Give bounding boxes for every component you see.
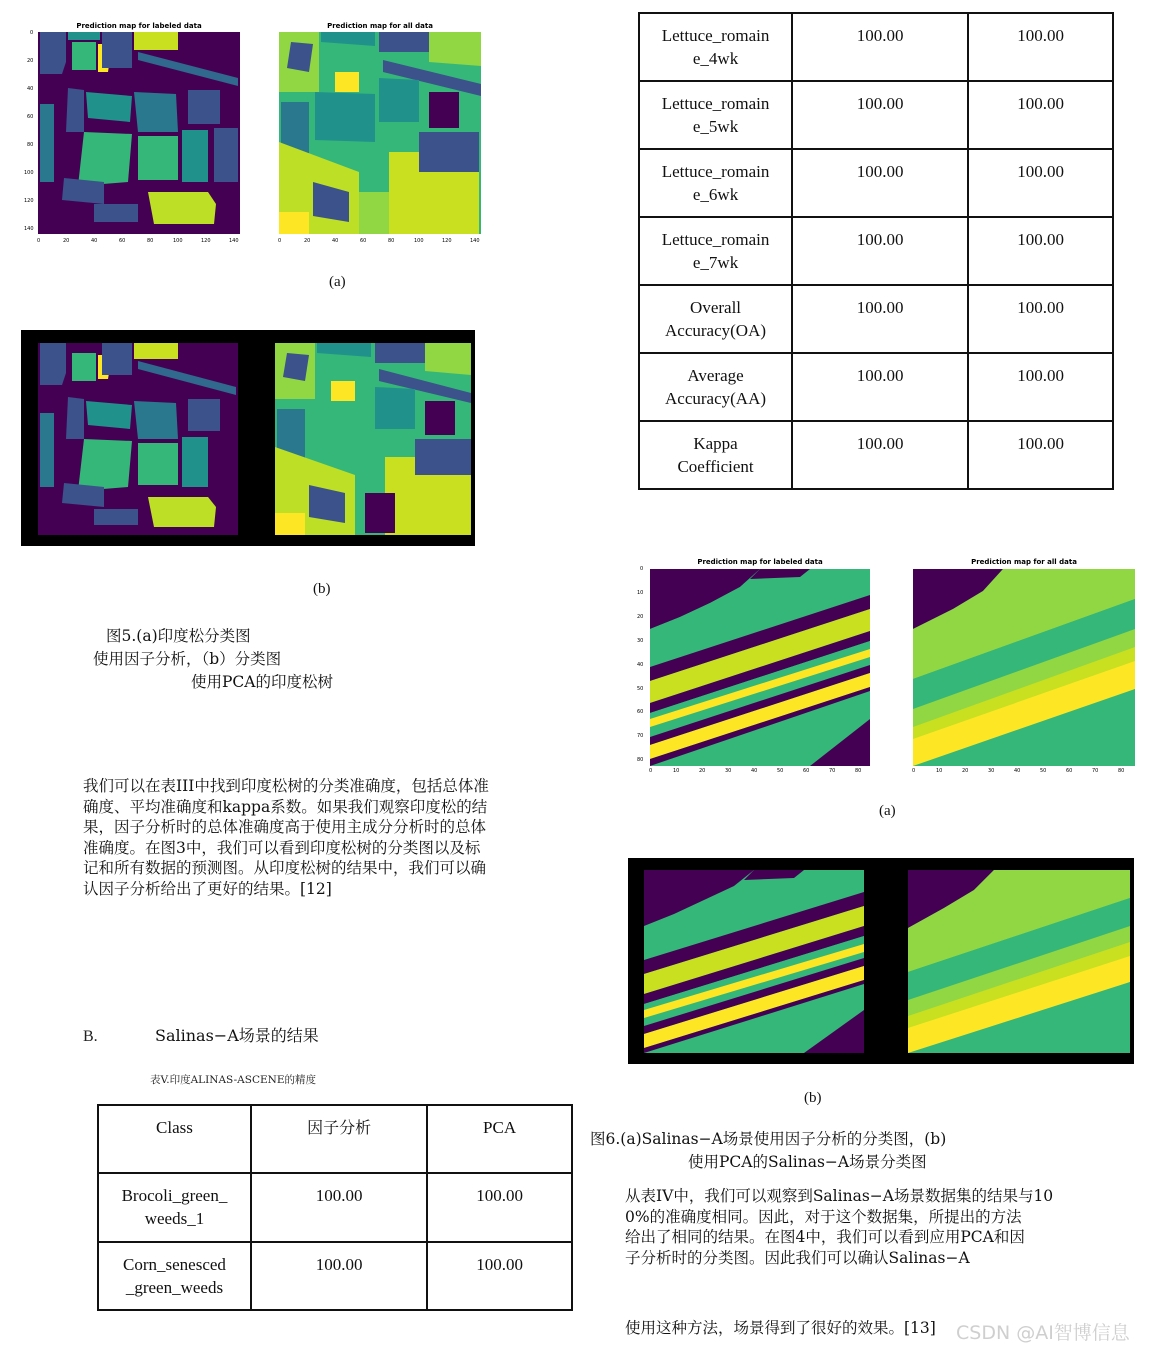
table-top-right — [638, 12, 1114, 490]
fig6a-xtick: 10 — [673, 768, 680, 774]
fig5a-xtick: 140 — [229, 238, 239, 244]
fig5-caption-line1: 图5.(a)印度松分类图 — [106, 627, 251, 645]
fig5a-right-xtick: 140 — [470, 238, 480, 244]
table-cell-value: 100.00 — [251, 1242, 427, 1310]
fig6a-ytick: 30 — [637, 638, 644, 644]
table-cell-value: 100.00 — [792, 421, 968, 489]
text-line: 认因子分析给出了更好的结果。[12] — [83, 879, 332, 898]
body-paragraph-3: 使用这种方法，场景得到了很好的效果。[13] — [625, 1319, 936, 1337]
body-paragraph-1 — [83, 776, 603, 899]
fig5a-ytick: 120 — [24, 198, 34, 204]
fig5a-ytick: 60 — [27, 114, 34, 120]
fig5a-xtick: 100 — [173, 238, 183, 244]
fig6a-ytick: 50 — [637, 686, 644, 692]
table-cell-value: 100.00 — [792, 149, 968, 217]
table-cell-class: Brocoli_green_ weeds_1 — [98, 1173, 251, 1242]
fig6a-right-xtick: 50 — [1040, 768, 1047, 774]
fig5a-ytick: 80 — [27, 142, 34, 148]
table-cell-value: 100.00 — [792, 285, 968, 353]
fig5b-factor-map — [38, 343, 238, 535]
fig6a-xtick: 0 — [649, 768, 653, 774]
fig5-label-b: (b) — [313, 581, 331, 597]
fig5a-xtick: 120 — [201, 238, 211, 244]
section-b-letter: B. — [83, 1028, 98, 1045]
body-paragraph-2 — [625, 1186, 1145, 1268]
text-line: 0%的准确度相同。因此，对于这个数据集，所提出的方法 — [625, 1207, 1022, 1226]
fig5a-right-xtick: 60 — [360, 238, 367, 244]
table-cell-value: 100.00 — [968, 217, 1113, 285]
fig6a-right-xtick: 60 — [1066, 768, 1073, 774]
fig6a-right-xtick: 0 — [912, 768, 916, 774]
fig5a-alldata-map — [279, 32, 481, 234]
fig5a-xtick: 80 — [147, 238, 154, 244]
fig5a-right-xtick: 120 — [442, 238, 452, 244]
fig6a-ytick: 80 — [637, 757, 644, 763]
table-cell-value: 100.00 — [427, 1242, 572, 1310]
fig5a-ytick: 140 — [24, 226, 34, 232]
fig6a-labeled-map — [650, 569, 870, 766]
fig6a-right-xtick: 80 — [1118, 768, 1125, 774]
table-header-cell: Class — [98, 1105, 251, 1173]
fig5b-panel — [21, 330, 475, 546]
fig6b-panel — [628, 858, 1134, 1064]
table5 — [97, 1104, 573, 1311]
fig6a-right-xtick: 70 — [1092, 768, 1099, 774]
fig5-caption-line2: 使用因子分析，（b）分类图 — [93, 650, 282, 668]
table-cell-class: Overall Accuracy(OA) — [639, 285, 792, 353]
fig6a-right-title: Prediction map for all data — [971, 558, 1077, 566]
fig6a-xtick: 40 — [751, 768, 758, 774]
text-line: 子分析时的分类图。因此我们可以确认Salinas−A — [625, 1248, 970, 1267]
fig6a-xtick: 50 — [777, 768, 784, 774]
table-row — [639, 353, 1113, 421]
fig6a-left-title: Prediction map for labeled data — [697, 558, 823, 566]
table-cell-class: Lettuce_romain e_6wk — [639, 149, 792, 217]
fig6-caption-line1: 图6.(a)Salinas−A场景使用因子分析的分类图，(b) — [590, 1130, 947, 1148]
table-cell-value: 100.00 — [427, 1173, 572, 1242]
fig6b-pca-map — [908, 870, 1130, 1053]
fig6a-ytick: 10 — [637, 590, 644, 596]
fig6a-right-xtick: 30 — [988, 768, 995, 774]
table-cell-value: 100.00 — [968, 81, 1113, 149]
table-row — [639, 217, 1113, 285]
table-cell-class: Lettuce_romain e_5wk — [639, 81, 792, 149]
table-cell-value: 100.00 — [792, 353, 968, 421]
fig5b-pca-map — [275, 343, 471, 535]
fig6a-ytick: 70 — [637, 733, 644, 739]
fig6a-right-xtick: 20 — [962, 768, 969, 774]
fig5a-right-title: Prediction map for all data — [327, 22, 433, 30]
text-line: 记和所有数据的预测图。从印度松树的结果中，我们可以确 — [83, 859, 487, 877]
section-b-title: Salinas−A场景的结果 — [155, 1026, 319, 1045]
table-cell-value: 100.00 — [968, 285, 1113, 353]
text-line: 从表IV中，我们可以观察到Salinas−A场景数据集的结果与10 — [625, 1187, 1054, 1205]
fig5a-xtick: 20 — [63, 238, 70, 244]
fig5a-right-xtick: 100 — [414, 238, 424, 244]
table-header-row — [98, 1105, 572, 1173]
fig6a-ytick: 60 — [637, 709, 644, 715]
fig5a-ytick: 0 — [30, 30, 34, 36]
fig6a-xtick: 30 — [725, 768, 732, 774]
fig5a-right-xtick: 0 — [278, 238, 282, 244]
table-cell-value: 100.00 — [792, 217, 968, 285]
table-row — [98, 1173, 572, 1242]
table-row — [639, 285, 1113, 353]
fig5a-left-title: Prediction map for labeled data — [76, 22, 202, 30]
table-cell-value: 100.00 — [968, 421, 1113, 489]
fig6a-xtick: 70 — [829, 768, 836, 774]
table-cell-value: 100.00 — [792, 13, 968, 81]
text-line: 确度、平均准确度和kappa系数。如果我们观察印度松的结 — [83, 797, 488, 816]
table-cell-class: Kappa Coefficient — [639, 421, 792, 489]
table-cell-class: Average Accuracy(AA) — [639, 353, 792, 421]
fig5a-ytick: 100 — [24, 170, 34, 176]
table-cell-value: 100.00 — [968, 353, 1113, 421]
fig6a-xtick: 20 — [699, 768, 706, 774]
table-cell-class: Corn_senesced _green_weeds — [98, 1242, 251, 1310]
text-line: 准确度。在图3中，我们可以看到印度松树的分类图以及标 — [83, 838, 481, 857]
fig5a-xtick: 40 — [91, 238, 98, 244]
fig5a-right-xtick: 40 — [332, 238, 339, 244]
table-row — [639, 149, 1113, 217]
fig6-label-a: (a) — [879, 803, 896, 819]
text-line: 给出了相同的结果。在图4中，我们可以看到应用PCA和因 — [625, 1228, 1025, 1246]
fig5a-xtick: 60 — [119, 238, 126, 244]
fig6a-right-xtick: 10 — [936, 768, 943, 774]
fig6a-xtick: 60 — [803, 768, 810, 774]
fig6a-ytick: 40 — [637, 662, 644, 668]
fig6a-xtick: 80 — [855, 768, 862, 774]
csdn-watermark: CSDN @AI智博信息 — [956, 1322, 1130, 1344]
table-row — [639, 81, 1113, 149]
table-cell-value: 100.00 — [968, 13, 1113, 81]
fig5a-labeled-map — [38, 32, 240, 234]
fig6b-factor-map — [644, 870, 864, 1053]
table-cell-value: 100.00 — [251, 1173, 427, 1242]
table-cell-class: Lettuce_romain e_4wk — [639, 13, 792, 81]
table-cell-value: 100.00 — [968, 149, 1113, 217]
fig5a-xtick: 0 — [37, 238, 41, 244]
fig6a-right-xtick: 40 — [1014, 768, 1021, 774]
fig6-caption-line2: 使用PCA的Salinas−A场景分类图 — [688, 1153, 927, 1171]
text-line: 我们可以在表III中找到印度松树的分类准确度，包括总体准 — [83, 777, 489, 795]
text-line: 果，因子分析时的总体准确度高于使用主成分分析时的总体 — [83, 818, 487, 836]
fig5a-ytick: 40 — [27, 86, 34, 92]
fig5-label-a: (a) — [329, 274, 346, 290]
table5-caption: 表V.印度ALINAS-ASCENE的精度 — [150, 1074, 317, 1086]
table-cell-value: 100.00 — [792, 81, 968, 149]
table-row — [639, 13, 1113, 81]
fig6a-alldata-map — [913, 569, 1135, 766]
table-cell-class: Lettuce_romain e_7wk — [639, 217, 792, 285]
fig5a-ytick: 20 — [27, 58, 34, 64]
fig5-caption-line3: 使用PCA的印度松树 — [191, 673, 333, 691]
fig6a-ytick: 20 — [637, 614, 644, 620]
fig6-label-b: (b) — [804, 1090, 822, 1106]
table-header-cell: 因子分析 — [251, 1105, 427, 1173]
table-header-cell: PCA — [427, 1105, 572, 1173]
fig5a-right-xtick: 20 — [304, 238, 311, 244]
table-row — [639, 421, 1113, 489]
table-row — [98, 1242, 572, 1310]
fig5a-right-xtick: 80 — [388, 238, 395, 244]
fig6a-ytick: 0 — [640, 566, 644, 572]
